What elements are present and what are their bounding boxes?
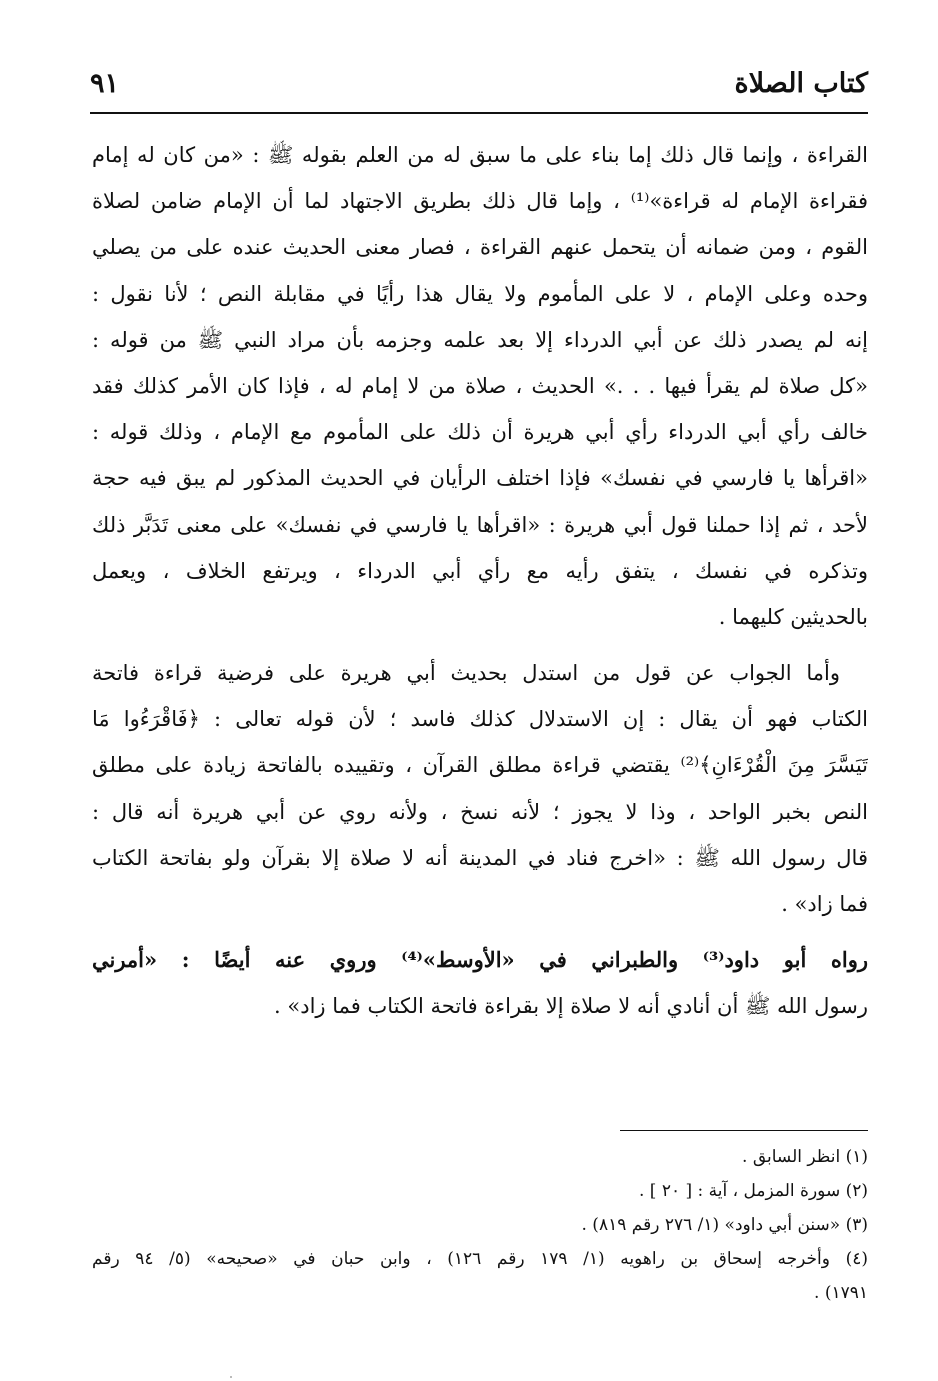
page-number: ٩١ — [90, 68, 120, 99]
paragraph-gap — [92, 927, 868, 937]
text-line: فقراءة الإمام له قراءة»⁽¹⁾ ، وإما قال ذلك بطريق الاجتهاد لما أن الإمام ضامن لصلاة — [92, 189, 868, 214]
footnote: (٢) سورة المزمل ، آية : [ ٢٠ ] . — [639, 1181, 868, 1201]
main-text — [92, 132, 868, 1030]
text-line: وحده وعلى الإمام ، لا على المأموم ولا يقال هذا رأيًا في مقابلة النص ؛ لأنا نقول : — [92, 281, 868, 306]
text-line: تَيَسَّرَ مِنَ الْقُرْءَانِ﴾⁽²⁾ يقتضي قراءة مطلق القرآن ، وتقييده بالفاتحة زيادة على مطلق — [92, 753, 868, 778]
text-line: قال رسول الله ﷺ : «اخرج فناد في المدينة أنه لا صلاة إلا بقرآن ولو بفاتحة الكتاب — [92, 845, 868, 870]
scan-speck — [230, 1376, 232, 1378]
footnote: (٣) «سنن أبي داود» (١/ ٢٧٦ رقم ٨١٩) . — [581, 1215, 868, 1235]
text-line: وتذكره في نفسك ، يتفق رأيه مع رأي أبي الدرداء ، ويرتفع الخلاف ، ويعمل — [92, 558, 868, 583]
text-line: خالف رأي أبي الدرداء رأي أبي هريرة أن ذلك على المأموم مع الإمام ، وذلك قوله : — [92, 420, 868, 445]
text-line: لأحد ، ثم إذا حملنا قول أبي هريرة : «اقرأها يا فارسي في نفسك» على معنى تَدَبَّر ذلك — [92, 512, 868, 537]
text-line: وأما الجواب عن قول من استدل بحديث أبي هريرة على فرضية قراءة فاتحة — [92, 661, 840, 686]
text-line: القوم ، ومن ضمانه أن يتحمل عنهم القراءة ، فصار معنى الحديث عنده على من يصلي — [92, 235, 868, 260]
text-line: النص بخبر الواحد ، وذا لا يجوز ؛ لأنه نسخ ، ولأنه روي عن أبي هريرة أنه قال : — [92, 799, 868, 824]
footnote: (٤) وأخرجه إسحاق بن راهويه (١/ ١٧٩ رقم ١٢٦) ، وابن حبان في «صحيحه» (٥/ ٩٤ رقم — [92, 1249, 868, 1269]
text-line: الكتاب فهو أن يقال : إن الاستدلال كذلك فاسد ؛ لأن قوله تعالى : ﴿فَاقْرَءُوا مَا — [92, 707, 868, 732]
footnote: ١٧٩١) . — [814, 1283, 868, 1303]
text-line: فما زاد» . — [781, 892, 868, 916]
text-line: بالحديثين كليهما . — [718, 604, 868, 629]
text-line: رسول الله ﷺ أن أنادي أنه لا صلاة إلا بقراءة فاتحة الكتاب فما زاد» . — [274, 994, 868, 1019]
text-line: إنه لم يصدر ذلك عن أبي الدرداء إلا بعد علمه وجزمه بأن مراد النبي ﷺ من قوله : — [92, 327, 868, 352]
page-header — [90, 62, 868, 104]
text-line: «اقرأها يا فارسي في نفسك» فإذا اختلف الرأيان في الحديث المذكور لم يبق فيه حجة — [92, 466, 868, 491]
footnote-divider — [620, 1130, 868, 1131]
text-line: «كل صلاة لم يقرأ فيها . . .» الحديث ، صلاة من لا إمام له ، فإذا كان الأمر كذلك فقد — [92, 373, 868, 398]
text-line: رواه أبو داود⁽³⁾ والطبراني في «الأوسط»⁽⁴⁾ وروي عنه أيضًا : «أمرني — [92, 947, 868, 973]
footnotes — [92, 1140, 868, 1310]
header-divider — [90, 112, 868, 114]
chapter-title: كتاب الصلاة — [734, 68, 868, 99]
paragraph-gap — [92, 640, 868, 650]
footnote: (١) انظر السابق . — [742, 1147, 868, 1167]
text-line: القراءة ، وإنما قال ذلك إما بناء على ما سبق له من العلم بقوله ﷺ : «من كان له إمام — [92, 143, 868, 167]
